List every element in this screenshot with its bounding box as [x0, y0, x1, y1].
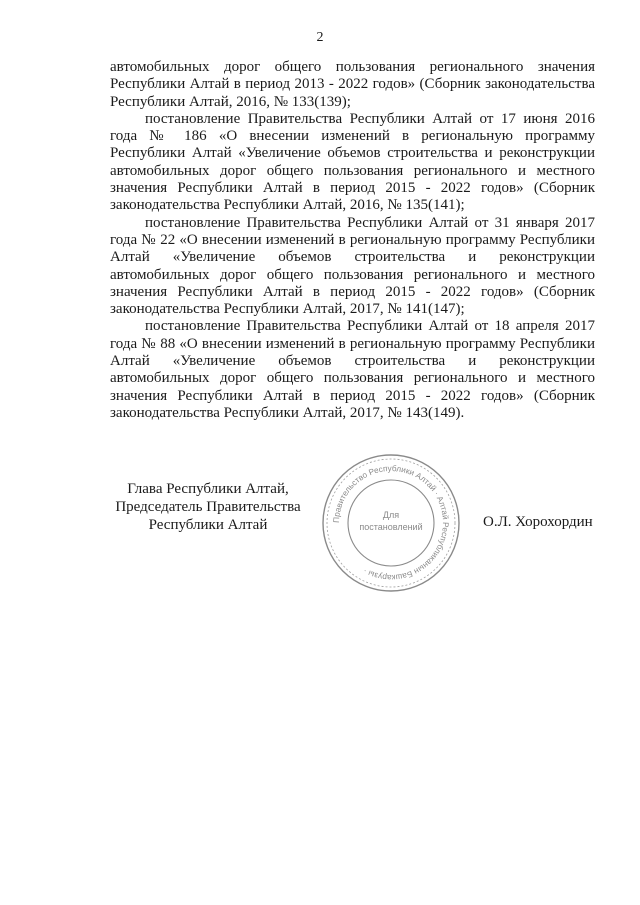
- seal-ring-text: Правительство Республики Алтай · Алтай Республиканын Башкарузы ·: [331, 463, 451, 583]
- signer-name: О.Л. Хорохордин: [483, 514, 593, 530]
- document-body: [110, 59, 595, 422]
- paragraph-1: автомобильных дорог общего пользования регионального значения Республики Алтай в период 2013 - 2022 годов» (Сборник законодательства Республики Алтай, 2016, № 133(139);: [110, 59, 595, 110]
- seal-center-line-2: постановлений: [359, 522, 423, 532]
- signer-title-line-2: Председатель Правительства: [115, 499, 301, 515]
- signer-title-line-1: Глава Республики Алтай,: [127, 481, 289, 497]
- paragraph-4: постановление Правительства Республики Алтай от 18 апреля 2017 года № 88 «О внесении изменений в региональную программу Республики Алтай «Увеличение объемов строительства и реконструкции автомобильных дорог общего пользования регионального и местного значения Республики Алтай в период 2015 - 2022 годов» (Сборник законодательства Республики Алтай, 2017, № 143(149).: [110, 318, 595, 421]
- signer-title-line-3: Республики Алтай: [148, 517, 268, 533]
- paragraph-2: постановление Правительства Республики Алтай от 17 июня 2016 года № 186 «О внесении изменений в региональную программу Республики Алтай «Увеличение объемов строительства и реконструкции автомобильных дорог общего пользования регионального и местного значения Республики Алтай в период 2015 - 2022 годов» (Сборник законодательства Республики Алтай, 2016, № 135(141);: [110, 110, 595, 214]
- seal-center-line-1: Для: [382, 510, 400, 520]
- official-seal-stamp: [320, 452, 462, 594]
- signature-block: [98, 480, 318, 534]
- page-number: 2: [316, 30, 324, 45]
- paragraph-3: постановление Правительства Республики Алтай от 31 января 2017 года № 22 «О внесении изменений в региональную программу Республики Алтай «Увеличение объемов строительства и реконструкции автомобильных дорог общего пользования регионального и местного значения Республики Алтай в период 2015 - 2022 годов» (Сборник законодательства Республики Алтай, 2017, № 141(147);: [110, 214, 595, 318]
